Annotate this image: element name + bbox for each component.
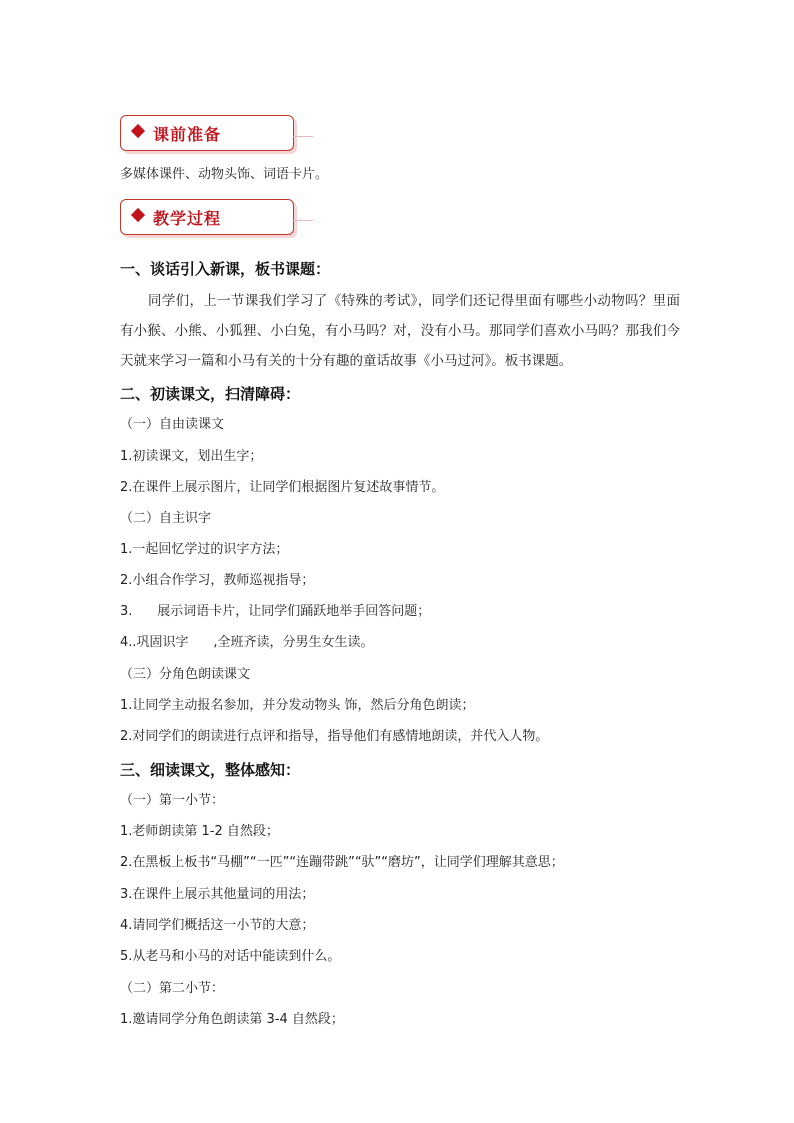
diamond-bullet-icon	[131, 124, 145, 138]
section-title-prep: 课前准备	[153, 125, 222, 144]
prep-text: 多媒体课件、动物头饰、词语卡片。	[120, 167, 329, 182]
list-item: 2.在课件上展示图片，让同学们根据图片复述故事情节。	[120, 480, 445, 495]
list-item: 1.邀请同学分角色朗读第 3-4 自然段；	[120, 1012, 344, 1027]
list-item: 1.初读课文，划出生字；	[120, 449, 263, 464]
header-underline	[293, 220, 313, 221]
subheading-2-3: （三）分角色朗读课文	[120, 667, 251, 682]
header-underline	[293, 136, 313, 137]
subheading-3-1: （一）第一小节：	[120, 793, 225, 808]
list-item: 4..巩固识字 ,全班齐读，分男生女生读。	[120, 635, 374, 650]
list-item: 1.让同学主动报名参加，并分发动物头 饰，然后分角色朗读；	[120, 698, 475, 713]
heading-2: 二、初读课文，扫清障碍：	[120, 385, 301, 403]
list-item: 5.从老马和小马的对话中能读到什么。	[120, 949, 341, 964]
heading-3: 三、细读课文，整体感知：	[120, 761, 301, 779]
diamond-bullet-icon	[131, 208, 145, 222]
subheading-2-2: （二）自主识字	[120, 511, 212, 526]
list-item: 4.请同学们概括这一小节的大意；	[120, 918, 315, 933]
list-item: 1.老师朗读第 1-2 自然段；	[120, 824, 279, 839]
section-title-process: 教学过程	[153, 209, 222, 228]
section-header-prep	[120, 115, 294, 151]
list-item: 2.对同学们的朗读进行点评和指导，指导他们有感情地朗读，并代入人物。	[120, 729, 549, 744]
list-item: 3. 展示词语卡片，让同学们踊跃地举手回答问题；	[120, 604, 431, 619]
subheading-3-2: （二）第二小节：	[120, 981, 225, 996]
list-item: 2.小组合作学习，教师巡视指导；	[120, 573, 315, 588]
heading-1: 一、谈话引入新课，板书课题：	[120, 260, 331, 278]
list-item: 1.一起回忆学过的识字方法；	[120, 542, 289, 557]
subheading-2-1: （一）自由读课文	[120, 417, 225, 432]
section-header-process	[120, 199, 294, 235]
list-item: 3.在课件上展示其他量词的用法；	[120, 887, 315, 902]
paragraph-intro: 同学们，上一节课我们学习了《特殊的考试》，同学们还记得里面有哪些小动物吗？里面有小猴、小熊、小狐狸、小白兔，有小马吗？对，没有小马。那同学们喜欢小马吗？那我们今天就来学习一篇和小马有关的十分有趣的童话故事《小马过河》。板书课题。	[120, 293, 680, 369]
list-item: 2.在黑板上板书“马棚”“一匹”“连蹦带跳”“驮”“磨坊”，让同学们理解其意思；	[120, 855, 564, 870]
